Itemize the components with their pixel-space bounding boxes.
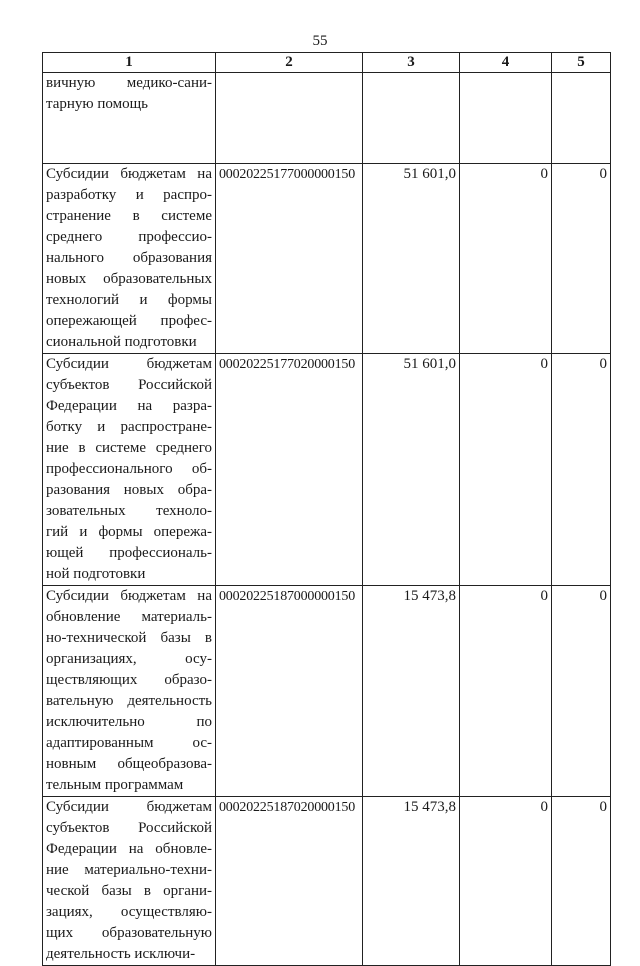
text-line: ющей профессиональ-	[46, 545, 212, 561]
table-row	[43, 73, 611, 164]
text-line: разования новых обра-	[46, 482, 212, 498]
text-line: ществляющих образо-	[46, 672, 212, 688]
column-header-3: 3	[363, 53, 460, 73]
text-line: странение в системе	[46, 208, 212, 224]
text-line: ной подготовки	[46, 566, 146, 582]
text-line: щих образовательную	[46, 925, 212, 941]
text-line: ботку и распростране-	[46, 419, 212, 435]
row-code	[216, 73, 363, 164]
row-code: 00020225177020000150	[216, 354, 363, 586]
budget-table	[42, 52, 611, 966]
page-number: 55	[312, 33, 328, 49]
row-value-col4	[460, 73, 552, 164]
row-value-col5: 0	[552, 354, 611, 586]
text-line: деятельность исключи-	[46, 946, 196, 962]
column-header-5: 5	[552, 53, 611, 73]
text-line: ние материально-техни-	[46, 862, 212, 878]
column-header-2: 2	[216, 53, 363, 73]
text-line: профессионального об-	[46, 461, 212, 477]
row-value-col3: 15 473,8	[363, 797, 460, 966]
table-row	[43, 354, 611, 586]
text-line: сиональной подготовки	[46, 334, 197, 350]
row-code: 00020225187000000150	[216, 586, 363, 797]
text-line: тарную помощь	[46, 96, 149, 112]
row-value-col3: 15 473,8	[363, 586, 460, 797]
text-line: вичную медико-сани-	[46, 75, 212, 91]
table-header-row	[43, 53, 611, 73]
row-value-col3	[363, 73, 460, 164]
text-line: среднего профессио-	[46, 229, 212, 245]
table-row	[43, 164, 611, 354]
row-value-col5	[552, 73, 611, 164]
text-line: обновление материаль-	[46, 609, 212, 625]
text-line: технологий и формы	[46, 292, 212, 308]
text-line: новых образовательных	[46, 271, 212, 287]
text-line: гий и формы опережа-	[46, 524, 212, 540]
row-value-col5: 0	[552, 586, 611, 797]
row-description	[43, 354, 216, 586]
text-line: нального образования	[46, 250, 212, 266]
row-value-col5: 0	[552, 797, 611, 966]
text-line: вательную деятельность	[46, 693, 212, 709]
text-line: субъектов Российской	[46, 377, 212, 393]
text-line: исключительно по	[46, 714, 212, 730]
row-code: 00020225177000000150	[216, 164, 363, 354]
row-value-col5: 0	[552, 164, 611, 354]
text-line: ние в системе среднего	[46, 440, 212, 456]
text-line: организациях, осу-	[46, 651, 212, 667]
row-value-col4: 0	[460, 586, 552, 797]
text-line: зациях, осуществляю-	[46, 904, 212, 920]
row-code: 00020225187020000150	[216, 797, 363, 966]
row-value-col4: 0	[460, 797, 552, 966]
text-line: Субсидии бюджетам	[46, 799, 212, 815]
row-value-col3: 51 601,0	[363, 354, 460, 586]
row-description	[43, 586, 216, 797]
row-value-col4: 0	[460, 164, 552, 354]
table-row	[43, 586, 611, 797]
text-line: Субсидии бюджетам	[46, 356, 212, 372]
table-row	[43, 797, 611, 966]
row-description	[43, 164, 216, 354]
text-line: тельным программам	[46, 777, 184, 793]
row-value-col3: 51 601,0	[363, 164, 460, 354]
row-value-col4: 0	[460, 354, 552, 586]
text-line: Субсидии бюджетам на	[46, 166, 212, 182]
text-line: разработку и распро-	[46, 187, 212, 203]
row-description	[43, 797, 216, 966]
text-line: Субсидии бюджетам на	[46, 588, 212, 604]
text-line: Федерации на разра-	[46, 398, 212, 414]
text-line: адаптированным ос-	[46, 735, 212, 751]
text-line: Федерации на обновле-	[46, 841, 212, 857]
column-header-1: 1	[43, 53, 216, 73]
text-line: зовательных техноло-	[46, 503, 212, 519]
text-line: новным общеобразова-	[46, 756, 212, 772]
text-line: но-технической базы в	[46, 630, 212, 646]
text-line: субъектов Российской	[46, 820, 212, 836]
text-line: опережающей профес-	[46, 313, 212, 329]
text-line: ческой базы в органи-	[46, 883, 212, 899]
column-header-4: 4	[460, 53, 552, 73]
row-description	[43, 73, 216, 164]
